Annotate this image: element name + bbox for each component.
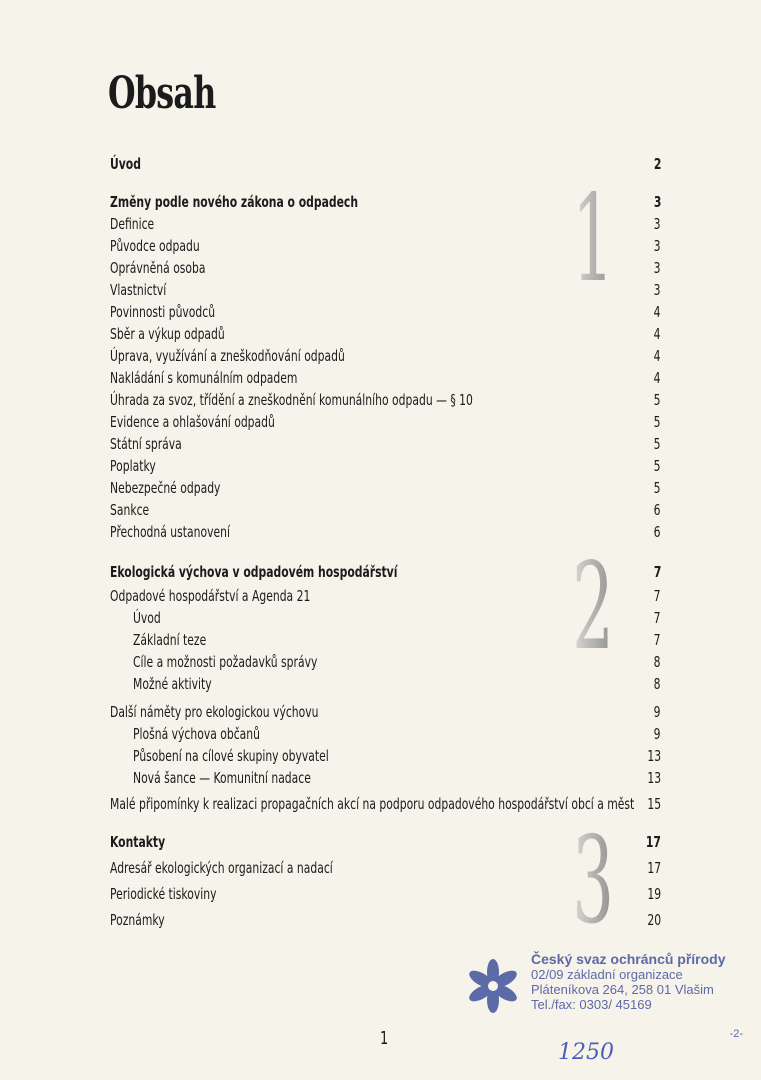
toc-entry-page: 7 <box>654 609 661 627</box>
toc-entry <box>0 324 761 344</box>
toc-entry <box>0 368 761 388</box>
toc-entry <box>0 390 761 410</box>
toc-entry-label: Úvod <box>133 609 161 627</box>
toc-entry-label: Povinnosti původců <box>110 303 216 321</box>
toc-entry <box>0 258 761 278</box>
toc-entry-page: 8 <box>654 675 661 693</box>
toc-entry <box>0 794 761 814</box>
toc-entry-page: 5 <box>654 457 661 475</box>
toc-entry <box>0 832 761 852</box>
toc-entry-page: 17 <box>647 859 661 877</box>
toc-entry-label: Poznámky <box>110 911 165 929</box>
toc-entry-label: Odpadové hospodářství a Agenda 21 <box>110 587 311 605</box>
stamp-line-4: Tel./fax: 0303/ 45169 <box>531 997 652 1012</box>
toc-entry-label: Úhrada za svoz, třídění a zneškodnění komunálního odpadu — § 10 <box>110 391 473 409</box>
toc-entry <box>0 768 761 788</box>
toc-entry-label: Evidence a ohlašování odpadů <box>110 413 275 431</box>
toc-entry-label: Základní teze <box>133 631 207 649</box>
stamp-line-1: Český svaz ochránců přírody <box>531 951 726 967</box>
toc-entry-label: Změny podle nového zákona o odpadech <box>110 193 359 211</box>
toc-entry-page: 9 <box>654 703 661 721</box>
toc-entry <box>0 586 761 606</box>
toc-entry <box>0 192 761 212</box>
toc-entry <box>0 236 761 256</box>
toc-entry <box>0 346 761 366</box>
toc-entry-label: Kontakty <box>110 833 166 851</box>
toc-entry-page: 5 <box>654 391 661 409</box>
toc-entry-label: Sběr a výkup odpadů <box>110 325 225 343</box>
toc-entry-label: Další náměty pro ekologickou výchovu <box>110 703 319 721</box>
toc-entry <box>0 674 761 694</box>
toc-entry-page: 7 <box>654 587 661 605</box>
toc-entry <box>0 280 761 300</box>
toc-entry-label: Státní správa <box>110 435 182 453</box>
toc-entry-label: Nakládání s komunálním odpadem <box>110 369 298 387</box>
toc-entry-label: Plošná výchova občanů <box>133 725 260 743</box>
toc-entry-label: Přechodná ustanovení <box>110 523 230 541</box>
toc-entry-page: 2 <box>653 155 661 173</box>
toc-entry <box>0 630 761 650</box>
toc-entry-label: Působení na cílové skupiny obyvatel <box>133 747 329 765</box>
toc-entry-label: Oprávněná osoba <box>110 259 206 277</box>
toc-entry-label: Periodické tiskoviny <box>110 885 217 903</box>
toc-entry-page: 9 <box>654 725 661 743</box>
toc-entry <box>0 652 761 672</box>
chapter-numeral-3: 3 <box>572 812 614 951</box>
toc-entry-page: 13 <box>647 747 661 765</box>
toc-entry-label: Úprava, využívání a zneškodňování odpadů <box>110 347 345 365</box>
toc-entry-page: 19 <box>647 885 661 903</box>
toc-entry-label: Poplatky <box>110 457 156 475</box>
stamp-code: -2- <box>729 1028 743 1040</box>
toc-entry <box>0 884 761 904</box>
toc-entry-page: 3 <box>654 237 661 255</box>
toc-entry-label: Možné aktivity <box>133 675 212 693</box>
stamp-line-3: Pláteníkova 264, 258 01 Vlašim <box>531 982 714 997</box>
toc-entry <box>0 214 761 234</box>
toc-entry <box>0 456 761 476</box>
toc-entry-page: 3 <box>654 281 661 299</box>
toc-entry-page: 15 <box>647 795 661 813</box>
toc-entry-label: Cíle a možnosti požadavků správy <box>133 653 318 671</box>
toc-entry-page: 4 <box>654 369 661 387</box>
toc-entry <box>0 154 761 174</box>
page-title: Obsah <box>108 68 216 119</box>
toc-entry-page: 13 <box>647 769 661 787</box>
toc-entry-page: 6 <box>654 501 661 519</box>
toc-entry-page: 4 <box>654 325 661 343</box>
toc-entry <box>0 522 761 542</box>
toc-entry <box>0 478 761 498</box>
toc-entry-label: Nebezpečné odpady <box>110 479 221 497</box>
toc-entry-page: 5 <box>654 479 661 497</box>
toc-entry-page: 3 <box>653 193 661 211</box>
toc-entry <box>0 858 761 878</box>
toc-entry <box>0 302 761 322</box>
toc-entry-page: 3 <box>654 259 661 277</box>
toc-entry <box>0 608 761 628</box>
page-number: 1 <box>380 1028 389 1049</box>
toc-entry <box>0 434 761 454</box>
handwritten-note: 1250 <box>558 1040 614 1065</box>
toc-entry-page: 7 <box>653 563 661 581</box>
toc-entry <box>0 702 761 722</box>
toc-entry <box>0 562 761 582</box>
chapter-numeral-2: 2 <box>572 538 614 677</box>
toc-entry-page: 3 <box>654 215 661 233</box>
toc-entry-label: Úvod <box>110 155 141 173</box>
toc-entry-label: Vlastnictví <box>110 281 167 299</box>
toc-entry-label: Ekologická výchova v odpadovém hospodářství <box>110 563 398 581</box>
flower-logo-icon <box>455 952 533 1026</box>
chapter-numeral-1: 1 <box>572 170 614 309</box>
toc-entry-page: 4 <box>654 303 661 321</box>
toc-entry-label: Adresář ekologických organizací a nadací <box>110 859 333 877</box>
toc-entry-page: 4 <box>654 347 661 365</box>
toc-entry-label: Původce odpadu <box>110 237 200 255</box>
toc-entry <box>0 910 761 930</box>
toc-entry <box>0 500 761 520</box>
toc-entry-page: 17 <box>645 833 661 851</box>
toc-entry-label: Nová šance — Komunitní nadace <box>133 769 311 787</box>
toc-entry <box>0 412 761 432</box>
stamp-line-2: 02/09 základní organizace <box>531 967 683 982</box>
toc-entry-page: 20 <box>647 911 661 929</box>
toc-entry-page: 7 <box>654 631 661 649</box>
toc-entry-page: 6 <box>654 523 661 541</box>
toc-entry <box>0 746 761 766</box>
toc-entry-page: 8 <box>654 653 661 671</box>
toc-entry-page: 5 <box>654 435 661 453</box>
organization-stamp <box>455 952 755 1042</box>
toc-entry-label: Malé připomínky k realizaci propagačních akcí na podporu odpadového hospodářství obcí a měst <box>110 795 635 813</box>
toc-entry <box>0 724 761 744</box>
toc-entry-page: 5 <box>654 413 661 431</box>
toc-entry-label: Definice <box>110 215 155 233</box>
toc-entry-label: Sankce <box>110 501 150 519</box>
